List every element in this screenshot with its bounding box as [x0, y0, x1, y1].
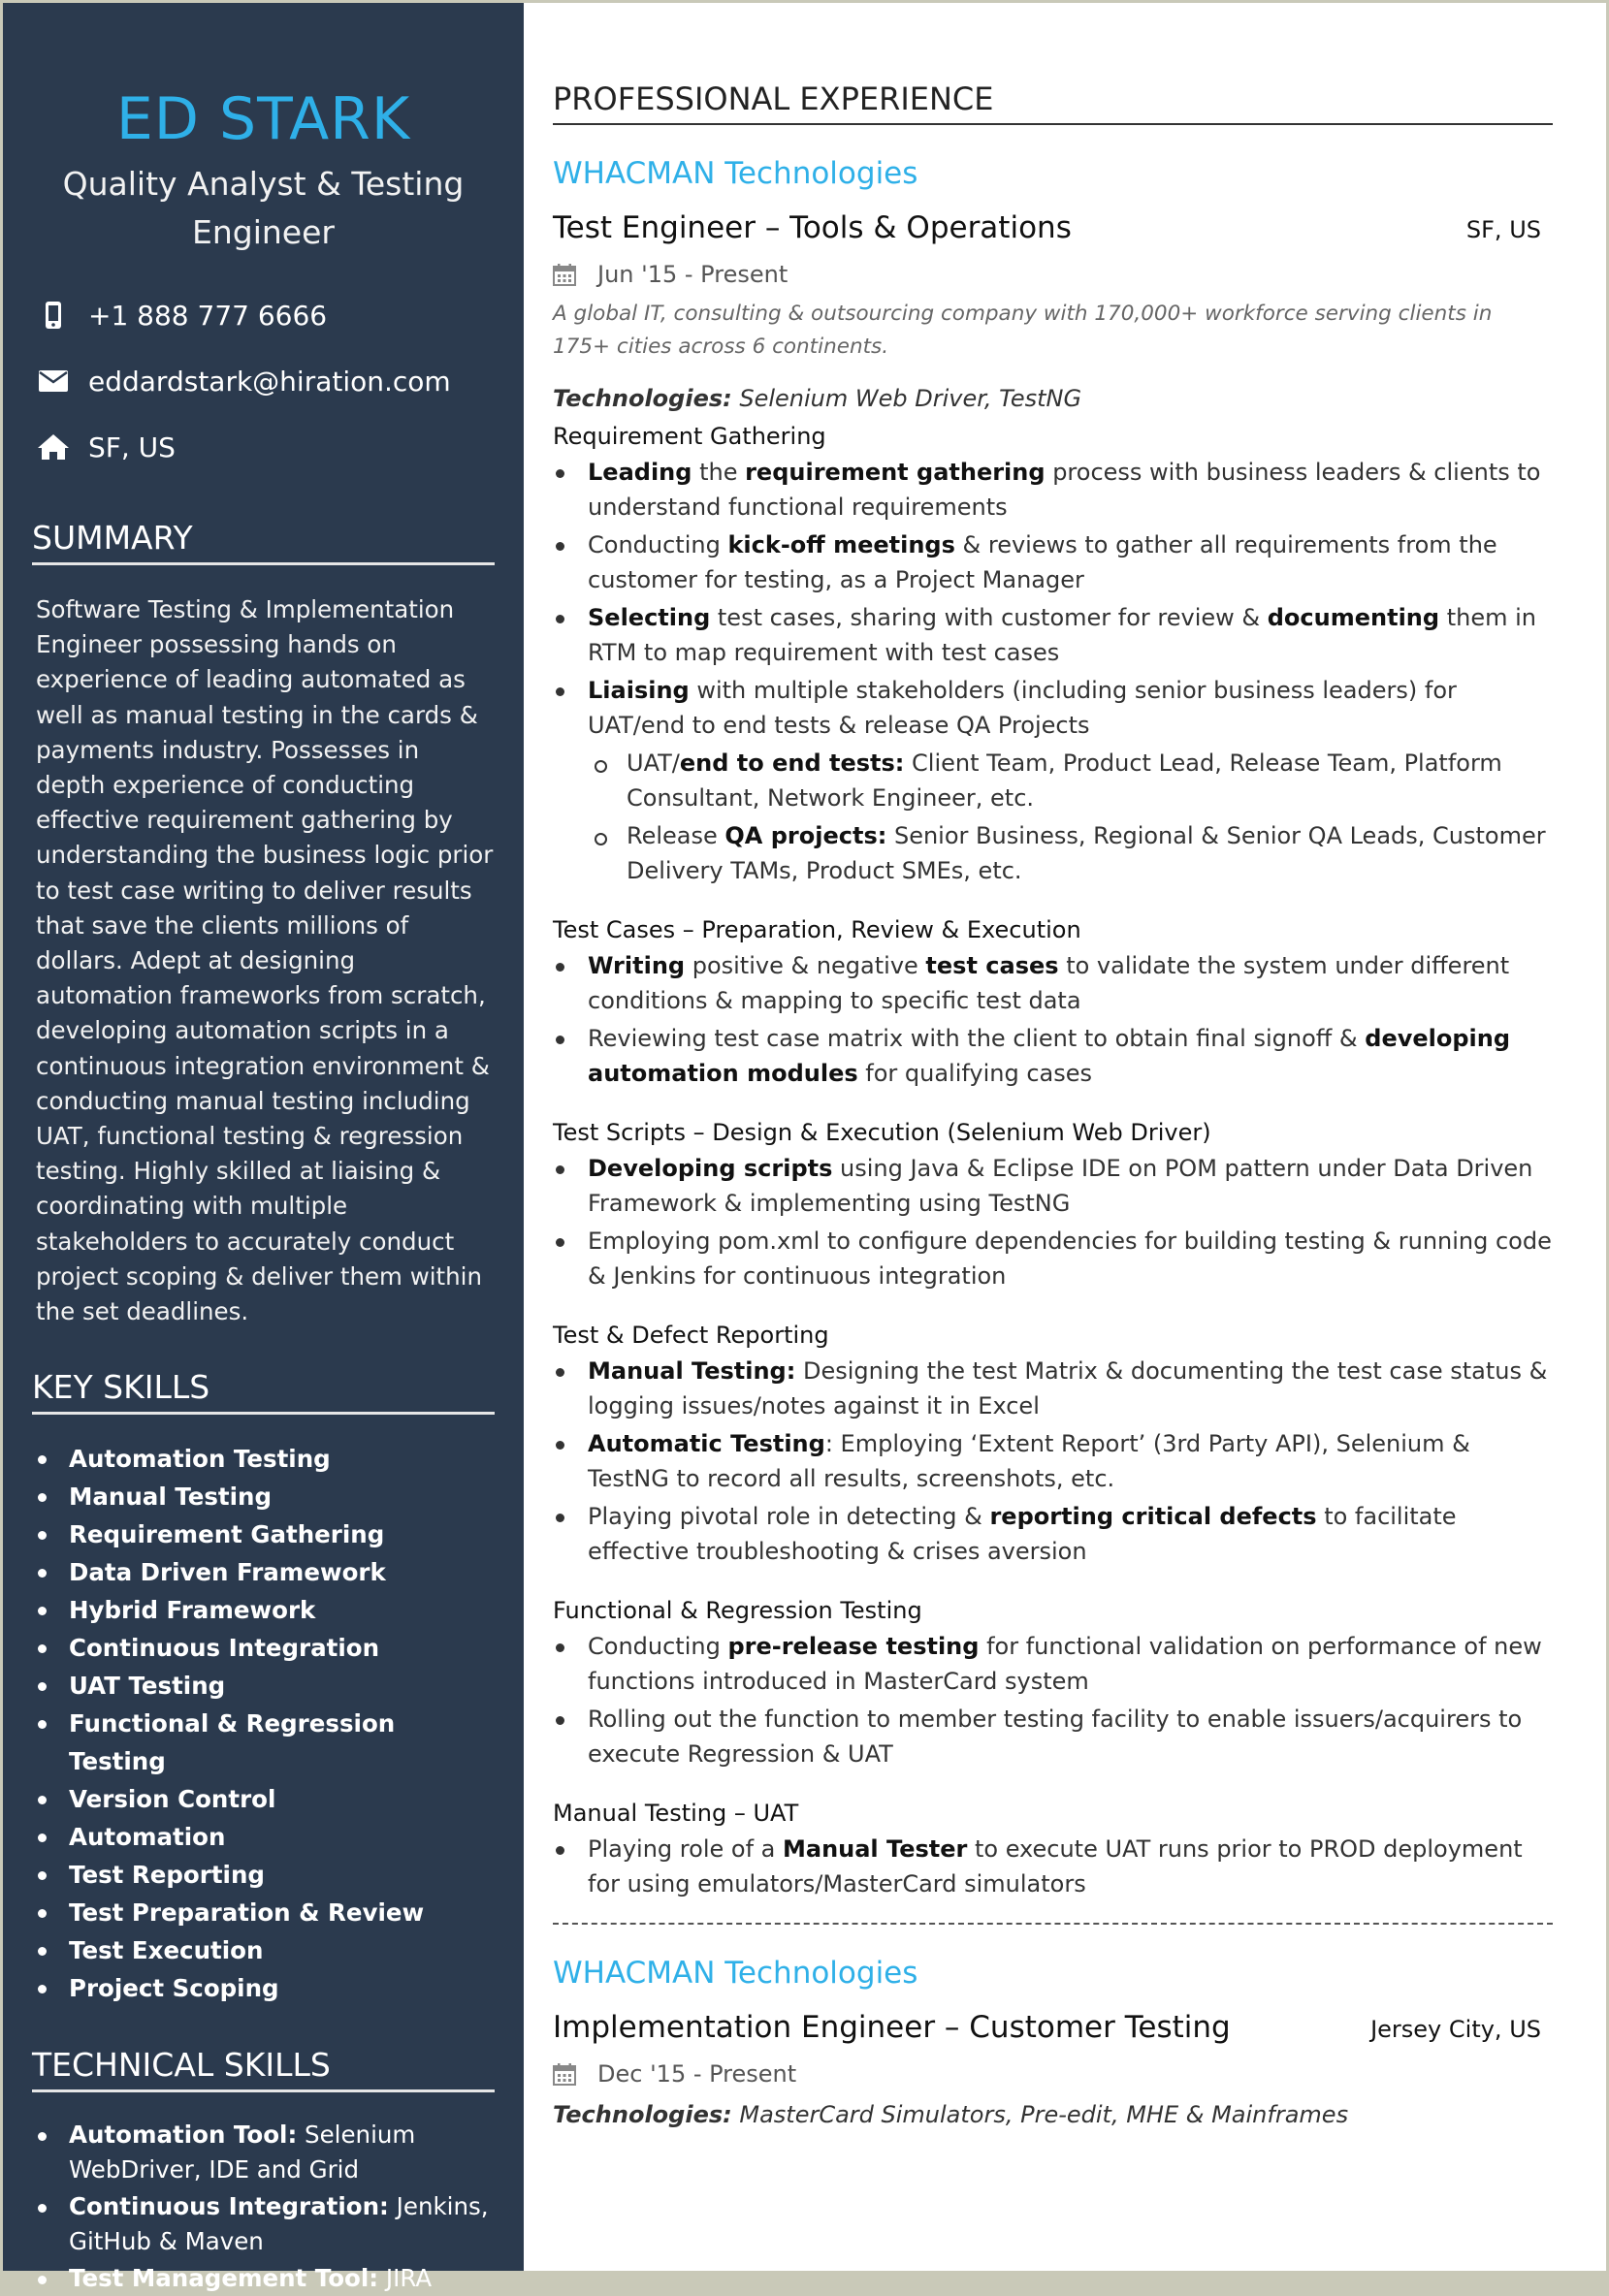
company-name: WHACMAN Technologies [553, 1956, 918, 1991]
key-skill-item: Test Execution [36, 1931, 495, 1969]
job-divider [553, 1923, 1553, 1925]
bullet-text: Conducting [588, 1633, 728, 1660]
bullet-emphasis: Writing [588, 952, 686, 979]
candidate-name: ED STARK [115, 85, 411, 153]
technologies-label: Technologies: [553, 2101, 732, 2128]
bullet-text: positive & negative [685, 952, 926, 979]
bullet-emphasis: documenting [1267, 604, 1440, 631]
bullet-text: for functional validation on performance of new functions introduced in MasterCard system [588, 1633, 1542, 1695]
bullet-text: to validate the system under different conditions & mapping to specific test data [588, 952, 1510, 1014]
bullet-emphasis: kick-off meetings [727, 531, 955, 558]
technical-skill-value: JIRA [378, 2264, 433, 2293]
calendar-icon [553, 2062, 576, 2086]
key-skill-item: Data Driven Framework [36, 1553, 495, 1591]
bullet-text: them in RTM to map requirement with test cases [588, 604, 1536, 666]
key-skill-item: Continuous Integration [36, 1629, 495, 1667]
key-skill-item: Requirement Gathering [36, 1515, 495, 1553]
responsibility-list [553, 1629, 1553, 1771]
responsibility-group-title: Test Scripts – Design & Execution (Selenium Web Driver) [553, 1119, 1211, 1146]
bullet-emphasis: Liaising [588, 677, 690, 704]
key-skill-item: Test Preparation & Review [36, 1894, 495, 1931]
company-description: A global IT, consulting & outsourcing company with 170,000+ workforce serving clients in 175+ cities across 6 continents. [553, 302, 1493, 359]
technical-skills-list [32, 2118, 495, 2296]
bullet-item [553, 1426, 1553, 1496]
technologies-line [553, 385, 1553, 412]
contact-info [32, 282, 495, 480]
bullet-item [553, 600, 1553, 670]
bullet-item [553, 673, 1553, 743]
bullet-text: Senior Business, Regional & Senior QA Leads, Customer Delivery TAMs, Product SMEs, etc. [627, 822, 1546, 884]
resume-page [3, 3, 1606, 2293]
bullet-text: for qualifying cases [857, 1060, 1093, 1087]
summary-text: Software Testing & Implementation Engineer possessing hands on experience of leading automated as well as manual testing in the cards & payments industry. Possesses in depth experience of conducting effective requirement gathering by understanding the business logic prior to test case writing to deliver results that save the clients millions of dollars. Adept at designing automation frameworks from scratch, developing automation scripts in a continuous integration environment & conducting manual testing including UAT, functional testing & regression testing. Highly skilled at liaising & coordinating with multiple stakeholders to accurately conduct project scoping & deliver them within the set deadlines. [36, 595, 494, 1326]
responsibility-group-title: Requirement Gathering [553, 423, 826, 450]
bullet-emphasis: requirement gathering [745, 459, 1046, 486]
sub-bullet-item [553, 746, 1553, 815]
bullet-item [553, 1224, 1553, 1293]
bullet-text: UAT/ [627, 749, 680, 777]
email-text: eddardstark@hiration.com [88, 365, 451, 398]
date-text: Jun '15 - Present [597, 261, 788, 288]
technical-skill-label: Continuous Integration: [69, 2192, 389, 2221]
home-icon [32, 433, 75, 461]
company-name: WHACMAN Technologies [553, 156, 918, 191]
job-title: Implementation Engineer – Customer Testing [553, 2010, 1231, 2045]
responsibility-list [553, 1832, 1553, 1901]
key-skill-item: Hybrid Framework [36, 1591, 495, 1629]
bullet-text: the [692, 459, 746, 486]
key-skill-item: Automation Testing [36, 1440, 495, 1478]
key-skill-item: Project Scoping [36, 1969, 495, 2007]
bullet-item [553, 1832, 1553, 1901]
job-dates [553, 2060, 1553, 2088]
bullet-text: to execute UAT runs prior to PROD deployment for using emulators/MasterCard simulators [588, 1835, 1523, 1897]
experience-heading: PROFESSIONAL EXPERIENCE [553, 80, 1553, 125]
responsibility-group-title: Test Cases – Preparation, Review & Execution [553, 916, 1081, 943]
bullet-text: : Employing ‘Extent Report’ (3rd Party API), Selenium & TestNG to record all results, screenshots, etc. [588, 1430, 1470, 1492]
bullet-text: test cases, sharing with customer for review & [710, 604, 1268, 631]
location-text: SF, US [88, 430, 176, 463]
bullet-emphasis: pre-release testing [727, 1633, 980, 1660]
contact-email[interactable] [32, 348, 495, 414]
bullet-emphasis: test cases [925, 952, 1059, 979]
bullet-emphasis: Developing scripts [588, 1155, 833, 1182]
technical-skill-label: Automation Tool: [69, 2121, 298, 2150]
technical-skill-value: Jenkins, GitHub & Maven [69, 2192, 489, 2256]
bullet-text: Employing pom.xml to configure dependencies for building testing & running code & Jenkins for continuous integration [588, 1228, 1552, 1290]
bullet-text: Playing pivotal role in detecting & [588, 1503, 990, 1530]
responsibility-group-title: Functional & Regression Testing [553, 1597, 922, 1624]
bullet-emphasis: Manual Tester [782, 1835, 968, 1863]
sidebar [3, 3, 524, 2293]
bullet-item [553, 1151, 1553, 1221]
key-skill-item: Version Control [36, 1780, 495, 1818]
contact-phone[interactable] [32, 282, 495, 348]
responsibility-list [553, 1354, 1553, 1569]
key-skill-item: UAT Testing [36, 1667, 495, 1705]
calendar-icon [553, 263, 576, 286]
bullet-text: & reviews to gather all requirements from the customer for testing, as a Project Manager [588, 531, 1497, 593]
bullet-text: to facilitate effective troubleshooting & crises aversion [588, 1503, 1457, 1565]
technical-skills-heading: TECHNICAL SKILLS [32, 2046, 495, 2092]
responsibility-group-title: Test & Defect Reporting [553, 1322, 829, 1349]
date-text: Dec '15 - Present [597, 2060, 797, 2088]
job-dates [553, 261, 1553, 288]
job-location: SF, US [1465, 216, 1541, 243]
key-skills-heading: KEY SKILLS [32, 1368, 495, 1415]
technical-skill-item [36, 2118, 495, 2187]
bullet-item [553, 948, 1553, 1018]
key-skill-item: Functional & Regression Testing [36, 1705, 495, 1780]
bullet-item [553, 1629, 1553, 1699]
bullet-text: Rolling out the function to member testing facility to enable issuers/acquirers to execute Regression & UAT [588, 1706, 1523, 1768]
bullet-text: with multiple stakeholders (including senior business leaders) for UAT/end to end tests & release QA Projects [588, 677, 1457, 739]
sub-bullet-item [553, 818, 1553, 888]
bullet-item [553, 1499, 1553, 1569]
responsibility-list [553, 1151, 1553, 1293]
bullet-item [553, 1354, 1553, 1423]
bullet-item [553, 1021, 1553, 1091]
job-title: Test Engineer – Tools & Operations [553, 210, 1072, 245]
candidate-role: Quality Analyst & Testing Engineer [62, 165, 465, 251]
main-content [524, 3, 1606, 2271]
bullet-text: Conducting [588, 531, 728, 558]
bullet-text: Release [627, 822, 725, 849]
key-skill-item: Test Reporting [36, 1856, 495, 1894]
phone-text: +1 888 777 6666 [88, 299, 328, 332]
bullet-emphasis: reporting critical defects [989, 1503, 1317, 1530]
technologies-line [553, 2101, 1553, 2128]
bullet-text: Designing the test Matrix & documenting the test case status & logging issues/notes against it in Excel [588, 1357, 1548, 1419]
bullet-text: Playing role of a [588, 1835, 783, 1863]
bullet-text: Reviewing test case matrix with the client to obtain final signoff & [588, 1025, 1366, 1052]
bullet-text: Client Team, Product Lead, Release Team, Platform Consultant, Network Engineer, etc. [627, 749, 1502, 812]
key-skill-item: Manual Testing [36, 1478, 495, 1515]
bullet-emphasis: Automatic Testing [588, 1430, 825, 1457]
technologies-value: MasterCard Simulators, Pre-edit, MHE & Mainframes [731, 2101, 1349, 2128]
bullet-item [553, 1702, 1553, 1771]
bullet-emphasis: developing automation modules [588, 1025, 1511, 1087]
bullet-emphasis: Leading [588, 459, 692, 486]
responsibility-list [553, 948, 1553, 1091]
technologies-value: Selenium Web Driver, TestNG [731, 385, 1082, 412]
responsibility-list [553, 455, 1553, 888]
envelope-icon [32, 370, 75, 392]
technical-skill-item [36, 2261, 495, 2296]
technologies-label: Technologies: [553, 385, 732, 412]
technical-skill-value: Selenium WebDriver, IDE and Grid [69, 2121, 416, 2184]
responsibility-groups [553, 418, 1553, 1901]
bullet-item [553, 455, 1553, 525]
job-location: Jersey City, US [1370, 2016, 1541, 2043]
phone-icon [32, 301, 75, 330]
key-skill-item: Automation [36, 1818, 495, 1856]
bullet-emphasis: end to end tests: [679, 749, 905, 777]
bullet-text: using Java & Eclipse IDE on POM pattern under Data Driven Framework & implementing using TestNG [588, 1155, 1533, 1217]
bullet-text: process with business leaders & clients to understand functional requirements [588, 459, 1541, 521]
technical-skill-item [36, 2189, 495, 2259]
key-skills-list [32, 1440, 495, 2007]
responsibility-group-title: Manual Testing – UAT [553, 1800, 799, 1827]
contact-location [32, 414, 495, 480]
bullet-item [553, 527, 1553, 597]
bullet-emphasis: QA projects: [724, 822, 887, 849]
bullet-emphasis: Manual Testing: [588, 1357, 796, 1385]
technical-skill-label: Test Management Tool: [69, 2264, 379, 2293]
summary-heading: SUMMARY [32, 519, 495, 565]
job-header [553, 2010, 1553, 2045]
job-header [553, 210, 1553, 245]
bullet-emphasis: Selecting [588, 604, 711, 631]
